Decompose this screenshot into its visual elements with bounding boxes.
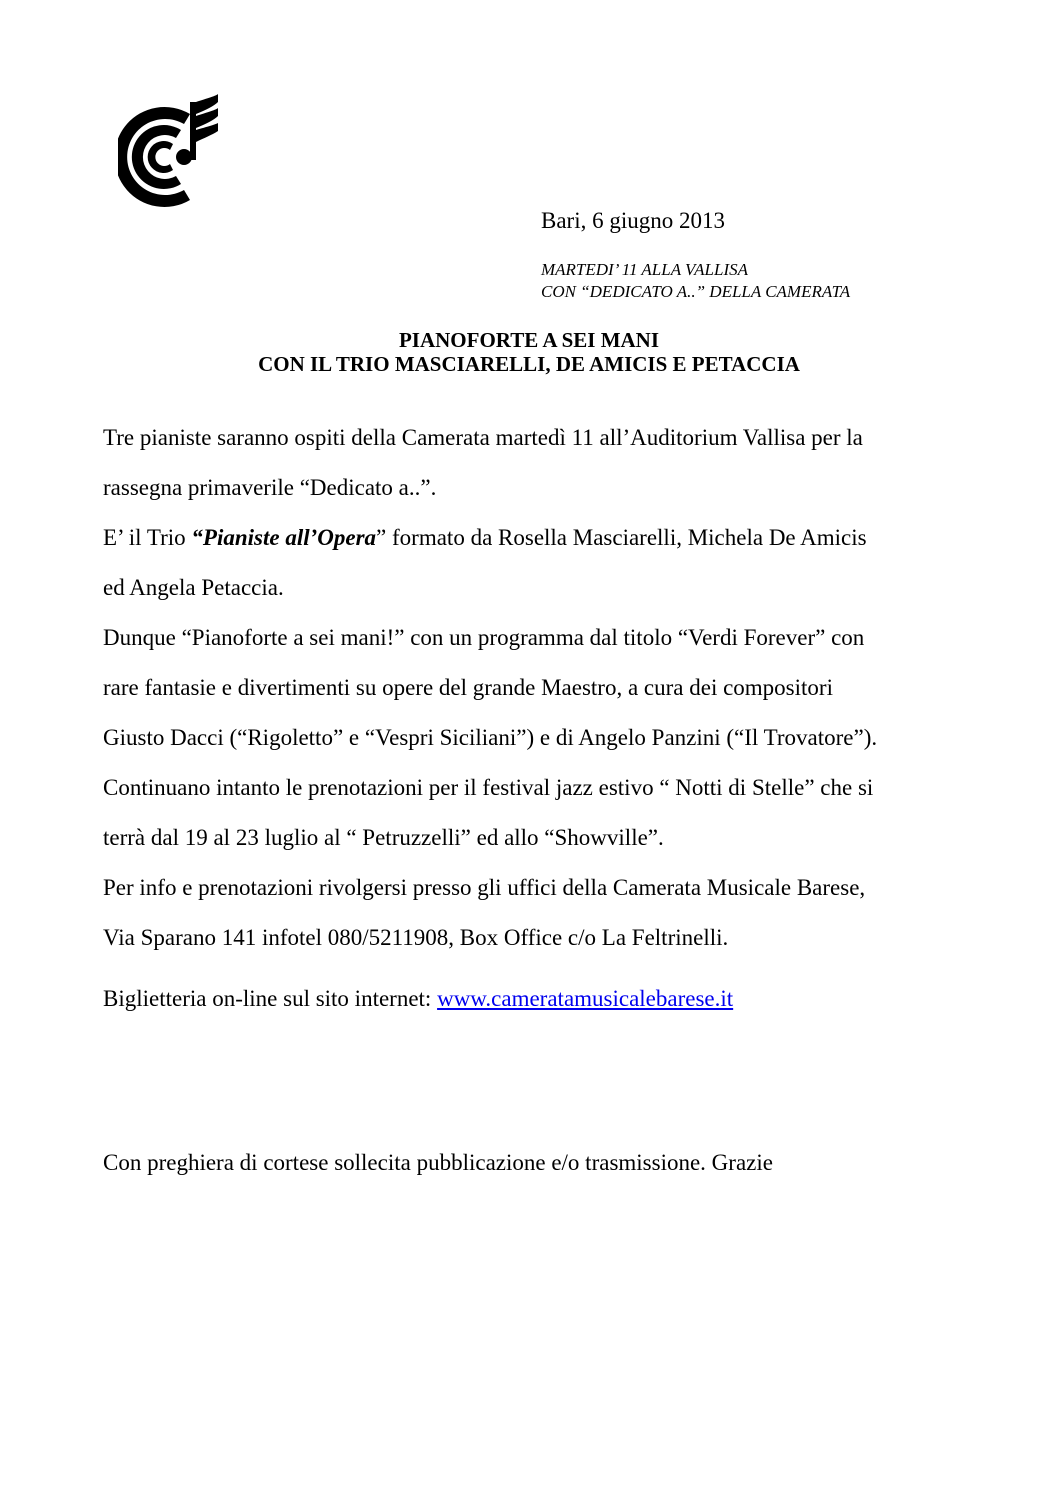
body-line-2: rassegna primaverile “Dedicato a..”. [103,475,437,500]
body-line-7: Giusto Dacci (“Rigoletto” e “Vespri Siciliani”) e di Angelo Panzini (“Il Trovatore”). [103,725,878,750]
closing-line: Con preghiera di cortese sollecita pubblicazione e/o trasmissione. Grazie [103,1150,773,1175]
body-line-8: Continuano intanto le prenotazioni per il festival jazz estivo “ Notti di Stelle” che si [103,775,874,800]
body-line-1: Tre pianiste saranno ospiti della Camerata martedì 11 all’Auditorium Vallisa per la [103,425,863,450]
headline-line-1: PIANOFORTE A SEI MANI [398,328,660,352]
date-line: Bari, 6 giugno 2013 [541,208,725,233]
body-line-6: rare fantasie e divertimenti su opere del grande Maestro, a cura dei compositori [103,675,833,700]
body-line-11: Via Sparano 141 infotel 080/5211908, Box Office c/o La Feltrinelli. [103,925,729,950]
headline [0,328,1058,376]
subtitle-line-1: MARTEDI’ 11 ALLA VALLISA [541,260,748,279]
body-line-10: Per info e prenotazioni rivolgersi presso gli uffici della Camerata Musicale Barese, [103,875,866,900]
body-line-9: terrà dal 19 al 23 luglio al “ Petruzzelli” ed allo “Showville”. [103,825,664,850]
headline-line-2: CON IL TRIO MASCIARELLI, DE AMICIS E PETACCIA [258,352,800,376]
subtitle-line-2: CON “DEDICATO A..” DELLA CAMERATA [541,282,851,301]
website-link[interactable]: www.cameratamusicalebarese.it [437,986,734,1011]
body-line-4: ed Angela Petaccia. [103,575,284,600]
body-text [103,420,963,970]
trio-name: “Pianiste all’Opera [191,525,377,550]
camerata-logo [118,94,222,214]
body-line-5: Dunque “Pianoforte a sei mani!” con un programma dal titolo “Verdi Forever” con [103,625,865,650]
subtitle [541,259,850,303]
body-line-3 [103,520,963,570]
ticketing-line [103,984,733,1014]
ticketing-label: Biglietteria on-line sul sito internet: [103,986,438,1011]
body-line-3-post: ” formato da Rosella Masciarelli, Michela De Amicis [376,525,867,550]
body-line-3-pre: E’ il Trio [103,525,192,550]
